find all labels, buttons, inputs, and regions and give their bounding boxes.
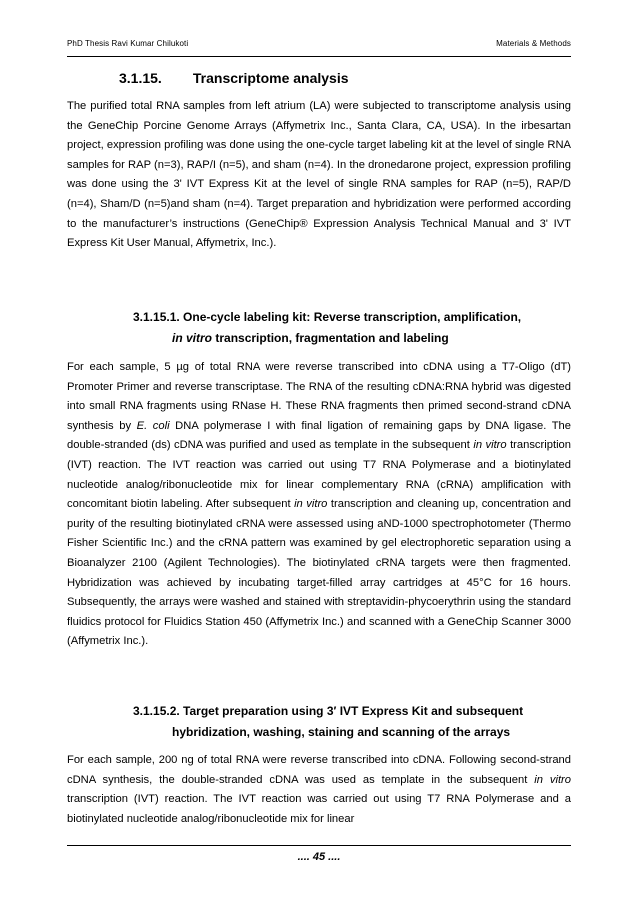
section-title: Transcriptome analysis xyxy=(192,70,349,86)
p3-text-c: transcription (IVT) reaction. The IVT reaction was carried out using T7 RNA Polymerase and a biotinylated nucleotide analog/ribonucleotide mix for linear xyxy=(67,793,571,825)
paragraph-intro: The purified total RNA samples from left atrium (LA) were subjected to transcriptome analysis using the GeneChip Porcine Genome Arrays (Affymetrix Inc., Santa Clara, CA, USA). In the irbesartan project, expression profiling was done using the one-cycle target labeling kit at the level of single RNA samples for RAP (n=3), RAP/I (n=5), and sham (n=4). In the dronedarone project, expression profiling was done using the 3' IVT Express Kit at the level of single RNA samples for RAP (n=5), RAP/D (n=4), Sham/D (n=5)and sham (n=4). Target preparation and hybridization were performed according to the manufacturer’s instructions (GeneChip® Expression Analysis Technical Manual and 3' IVT Express Kit User Manual, Affymetrix, Inc.). xyxy=(67,100,571,250)
p3-text-a: For each sample, 200 ng of total RNA were reverse transcribed into cDNA. Following second-strand cDNA synthesis, the double-stranded cDNA was used as template in the subsequent xyxy=(67,754,571,786)
section-heading xyxy=(119,70,349,86)
p3-italic-invitro: in vitro xyxy=(534,773,572,786)
header-divider xyxy=(67,56,571,57)
subsection-heading-1-line1: 3.1.15.1. One-cycle labeling kit: Reverse transcription, amplification, xyxy=(133,310,522,324)
header-thesis-title: PhD Thesis Ravi Kumar Chilukoti xyxy=(67,39,189,48)
paragraph-ivt-express xyxy=(67,751,571,829)
paragraph-one-cycle xyxy=(67,358,571,652)
p2-italic-ecoli: E. coli xyxy=(136,419,170,432)
footer-divider xyxy=(67,845,571,846)
subsection-heading-1-rest: transcription, fragmentation and labeling xyxy=(212,331,449,345)
subsection-heading-1 xyxy=(133,307,565,349)
section-number: 3.1.15. xyxy=(119,70,162,86)
p2-italic-invitro-2: in vitro xyxy=(294,498,328,511)
header-chapter-title: Materials & Methods xyxy=(496,39,571,48)
page-number: .... 45 .... xyxy=(297,851,341,863)
subsection-heading-2-line2: hybridization, washing, staining and scanning of the arrays xyxy=(172,725,511,739)
p2-text-g: transcription and cleaning up, concentration and purity of the resulting biotinylated cRNA were assessed using aND-1000 spectrophotometer (Thermo Fisher Scientific Inc.) and the cRNA pattern was examined by gel electrophoretic separation using a Bioanalyzer 2100 (Agilent Technologies). The biotinylated cRNA targets were then fragmented. Hybridization was achieved by incubating target-filled array cartridges at 45°C for 16 hours. Subsequently, the arrays were washed and stained with streptavidin-phycoerythrin using the standard fluidics protocol for Fluidics Station 450 (Affymetrix Inc.) and scanned with a GeneChip Scanner 3000 (Affymetrix Inc.). xyxy=(67,498,572,648)
subsection-heading-2-line1: 3.1.15.2. Target preparation using 3′ IVT Express Kit and subsequent xyxy=(133,704,524,718)
subsection-heading-1-italic: in vitro xyxy=(172,331,213,345)
subsection-heading-1-line2 xyxy=(133,328,565,349)
p2-text-a: For each sample, 5 µg of total RNA were reverse transcribed into cDNA using a T7-Oligo (dT) Promoter Primer and reverse transcriptase. The RNA of the resulting cDNA:RNA hybrid was digested into small RNA fragments using RNase H. These RNA fragments then primed second-strand cDNA synthesis by xyxy=(67,361,571,432)
p2-italic-invitro: in vitro xyxy=(473,439,507,452)
p2-text-e: transcription (IVT) reaction. The IVT reaction was carried out using T7 RNA Polymerase and a biotinylated nucleotide analog/ribonucleotide mix for linear complementary RNA (cRNA) amplification with concomitant biotin labeling. After subsequent xyxy=(67,439,571,511)
p2-text-c: DNA polymerase I with final ligation of remaining gaps by DNA ligase. The double-stranded (ds) cDNA was purified and used as template in the subsequent xyxy=(67,419,572,452)
subsection-heading-2 xyxy=(133,701,565,743)
